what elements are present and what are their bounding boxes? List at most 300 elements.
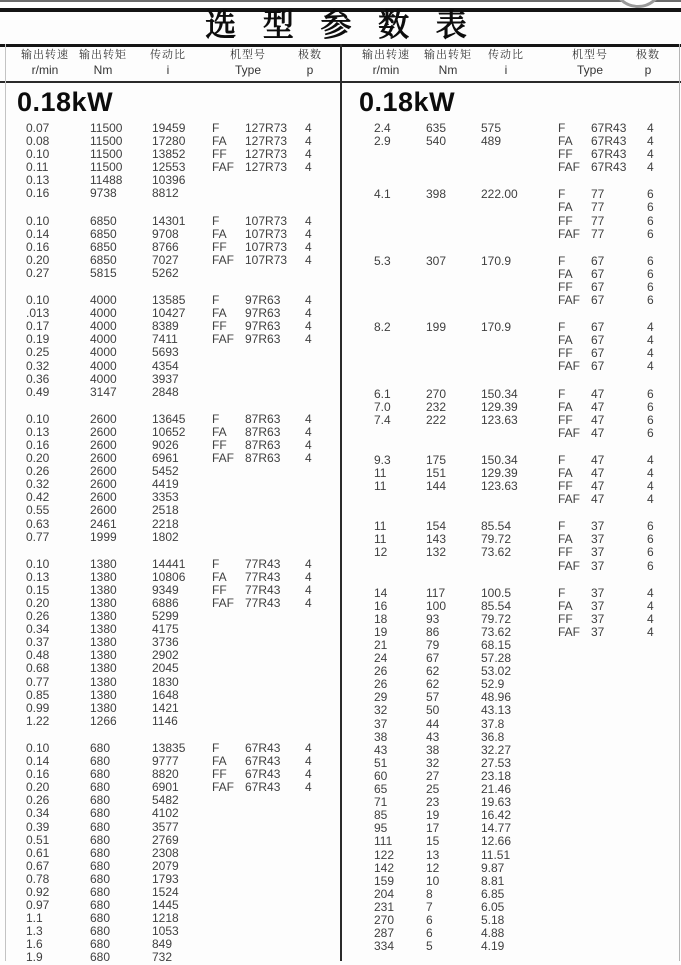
cell-type-model: 87R63 xyxy=(245,451,281,466)
cell-torque xyxy=(426,228,481,241)
cell-ratio: 1146 xyxy=(152,713,178,728)
cell-speed: 60 xyxy=(374,768,388,783)
cell-ratio: 2079 xyxy=(152,858,179,873)
cell-poles xyxy=(305,386,329,399)
cell-type-model xyxy=(591,796,647,809)
cell-type-model: 77R43 xyxy=(245,569,281,584)
column-header-right-0 xyxy=(362,48,410,78)
cell-poles xyxy=(305,346,329,359)
cell-type-model xyxy=(245,860,305,873)
cell-type-prefix: FAF xyxy=(212,780,235,795)
cell-torque: 2461 xyxy=(90,516,117,531)
cell-ratio xyxy=(481,360,558,373)
cell-poles xyxy=(647,652,671,665)
cell-torque: 222 xyxy=(426,412,447,427)
table-row xyxy=(342,796,680,809)
cell-speed: 43 xyxy=(374,742,388,757)
cell-type-prefix: FA xyxy=(212,226,227,241)
cell-ratio: 5.18 xyxy=(481,912,505,927)
cell-type-prefix xyxy=(212,821,245,834)
cell-poles: 4 xyxy=(305,451,312,466)
cell-type-model: 107R73 xyxy=(245,239,288,254)
cell-type-model: 37 xyxy=(591,532,605,547)
cell-type-model: 67 xyxy=(591,333,605,348)
table-row xyxy=(0,413,339,426)
column-header-label: 输出转矩 xyxy=(79,49,127,61)
cell-ratio: 1218 xyxy=(152,911,179,926)
cell-speed: 122 xyxy=(374,847,395,862)
cell-poles xyxy=(305,174,329,187)
cell-torque: 4000 xyxy=(90,371,117,386)
cell-type-model: 127R73 xyxy=(245,147,288,162)
cell-type-model xyxy=(245,925,305,938)
cell-torque: 1380 xyxy=(90,661,117,676)
cell-type-prefix: F xyxy=(212,411,220,426)
cell-speed: 19 xyxy=(374,624,388,639)
cell-ratio: 3937 xyxy=(152,371,179,386)
cell-speed: 1.1 xyxy=(26,911,43,926)
cell-ratio: 5482 xyxy=(152,793,179,808)
table-row xyxy=(0,715,339,728)
table-row xyxy=(342,809,680,822)
cell-speed: 0.10 xyxy=(26,213,50,228)
cell-torque: 680 xyxy=(90,819,111,834)
cell-ratio: 2218 xyxy=(152,516,179,531)
cell-type-prefix xyxy=(558,875,591,888)
cell-ratio: 8812 xyxy=(152,186,179,201)
cell-speed: 0.14 xyxy=(26,754,50,769)
cell-speed xyxy=(374,148,426,161)
cell-ratio xyxy=(481,347,558,360)
cell-speed: 32 xyxy=(374,703,388,718)
table-row xyxy=(342,560,680,573)
cell-type-model: 37 xyxy=(591,598,605,613)
cell-ratio: 79.72 xyxy=(481,611,512,626)
cell-poles: 6 xyxy=(647,412,654,427)
cell-ratio: 2902 xyxy=(152,648,179,663)
cell-poles xyxy=(647,731,671,744)
cell-ratio: 1445 xyxy=(152,898,179,913)
cell-type-prefix xyxy=(558,731,591,744)
cell-type-prefix xyxy=(212,938,245,951)
cell-type-model xyxy=(245,518,305,531)
cell-speed: 26 xyxy=(374,677,388,692)
cell-torque: 4000 xyxy=(90,319,117,334)
cell-type-model xyxy=(591,809,647,822)
column-header-unit: Nm xyxy=(438,63,458,77)
cell-speed: 1.3 xyxy=(26,924,43,939)
table-row xyxy=(342,201,680,214)
table-row xyxy=(342,546,680,559)
cell-type-prefix xyxy=(558,888,591,901)
cell-poles xyxy=(647,796,671,809)
cell-type-prefix xyxy=(558,639,591,652)
cell-poles: 4 xyxy=(305,780,312,795)
table-row xyxy=(0,558,339,571)
table-row xyxy=(0,518,339,531)
cell-speed xyxy=(374,294,426,307)
cell-type-prefix xyxy=(558,678,591,691)
table-row xyxy=(342,665,680,678)
cell-speed: 0.20 xyxy=(26,252,50,267)
cell-speed xyxy=(374,334,426,347)
table-row xyxy=(342,427,680,440)
cell-type-model xyxy=(591,639,647,652)
cell-poles xyxy=(305,715,329,728)
table-row xyxy=(0,676,339,689)
cell-ratio: 19.63 xyxy=(481,795,512,810)
cell-type-prefix xyxy=(212,676,245,689)
cell-speed: 231 xyxy=(374,899,395,914)
cell-type-prefix xyxy=(212,860,245,873)
cell-ratio: 123.63 xyxy=(481,412,518,427)
cell-poles xyxy=(647,665,671,678)
cell-ratio: 1648 xyxy=(152,687,179,702)
cell-speed: 0.20 xyxy=(26,451,50,466)
table-row xyxy=(342,822,680,835)
cell-speed: 4.1 xyxy=(374,187,391,202)
cell-speed: 11 xyxy=(374,479,387,494)
cell-speed: 0.10 xyxy=(26,411,50,426)
cell-type-prefix: FAF xyxy=(558,160,581,175)
cell-poles xyxy=(305,860,329,873)
cell-poles: 6 xyxy=(647,532,654,547)
cell-type-prefix: FAF xyxy=(212,451,235,466)
cell-type-prefix: FA xyxy=(212,754,227,769)
cell-poles xyxy=(647,639,671,652)
cell-type-prefix xyxy=(212,662,245,675)
cell-speed: 0.26 xyxy=(26,464,50,479)
column-header-right-2 xyxy=(488,48,524,78)
cell-type-model: 87R63 xyxy=(245,437,281,452)
cell-poles: 4 xyxy=(647,585,654,600)
cell-type-prefix xyxy=(212,649,245,662)
cell-type-model: 67R43 xyxy=(245,767,281,782)
cell-type-model: 67R43 xyxy=(591,134,627,149)
column-header-unit: p xyxy=(644,63,652,77)
cell-type-model: 67R43 xyxy=(591,121,627,135)
cell-speed: 0.36 xyxy=(26,371,50,386)
cell-poles: 6 xyxy=(647,399,654,414)
cell-poles xyxy=(305,702,329,715)
cell-type-prefix xyxy=(212,187,245,200)
cell-torque: 5 xyxy=(426,939,433,954)
cell-type-model: 47 xyxy=(591,425,605,440)
cell-speed: 0.16 xyxy=(26,186,50,201)
cell-torque: 132 xyxy=(426,545,447,560)
cell-speed: 38 xyxy=(374,729,388,744)
cell-type-prefix: F xyxy=(558,519,566,534)
cell-poles: 4 xyxy=(647,598,654,613)
cell-type-prefix xyxy=(212,886,245,899)
cell-type-model: 47 xyxy=(591,479,605,494)
cell-ratio: 2045 xyxy=(152,661,179,676)
cell-speed: 287 xyxy=(374,926,395,941)
cell-type-prefix: FA xyxy=(558,465,573,480)
cell-type-prefix: FA xyxy=(558,333,573,348)
cell-torque: 6850 xyxy=(90,239,117,254)
cell-ratio: 222.00 xyxy=(481,187,518,202)
cell-ratio: 10652 xyxy=(152,424,186,439)
cell-torque: 307 xyxy=(426,253,447,268)
cell-poles xyxy=(305,834,329,847)
column-header-label: 极数 xyxy=(636,49,660,61)
cell-type-model xyxy=(245,899,305,912)
cell-torque: 398 xyxy=(426,187,447,202)
table-row xyxy=(342,161,680,174)
cell-ratio: 2308 xyxy=(152,845,179,860)
data-block-right-4 xyxy=(342,388,680,440)
data-block-left-0 xyxy=(0,122,339,201)
cell-type-prefix xyxy=(212,360,245,373)
cell-speed: 0.27 xyxy=(26,265,50,280)
cell-poles: 4 xyxy=(305,226,312,241)
cell-type-model: 67 xyxy=(591,346,605,361)
cell-poles xyxy=(647,757,671,770)
cell-speed: 6.1 xyxy=(374,386,391,401)
cell-type-prefix xyxy=(212,478,245,491)
cell-poles xyxy=(647,940,671,953)
cell-torque xyxy=(426,493,481,506)
cell-speed: 0.32 xyxy=(26,358,50,373)
cell-speed: 2.9 xyxy=(374,134,391,149)
cell-speed: 0.68 xyxy=(26,661,50,676)
cell-ratio: 2518 xyxy=(152,503,179,518)
table-row xyxy=(0,215,339,228)
cell-torque: 117 xyxy=(426,585,446,600)
cell-torque: 11500 xyxy=(90,134,123,149)
cell-ratio xyxy=(481,294,558,307)
cell-torque: 680 xyxy=(90,740,111,755)
cell-type-model xyxy=(245,847,305,860)
cell-poles: 6 xyxy=(647,226,654,241)
cell-poles xyxy=(647,927,671,940)
cell-poles: 4 xyxy=(305,306,312,321)
cell-type-model: 37 xyxy=(591,624,605,639)
cell-ratio xyxy=(481,334,558,347)
cell-type-prefix: FAF xyxy=(212,596,235,610)
cell-torque xyxy=(426,294,481,307)
cell-type-model xyxy=(591,731,647,744)
cell-ratio: 37.8 xyxy=(481,716,505,731)
table-row xyxy=(342,718,680,731)
cell-poles xyxy=(647,678,671,691)
cell-torque: 680 xyxy=(90,767,111,782)
cell-type-model: 37 xyxy=(591,611,605,626)
column-header-left-1 xyxy=(79,48,127,78)
cell-ratio: 8820 xyxy=(152,767,179,782)
cell-type-prefix: FF xyxy=(558,479,573,494)
column-header-label: 输出转速 xyxy=(21,49,69,61)
cell-type-model: 67R43 xyxy=(591,147,627,162)
cell-type-prefix xyxy=(558,757,591,770)
cell-type-prefix xyxy=(558,691,591,704)
cell-type-prefix: FAF xyxy=(558,425,581,440)
table-row xyxy=(342,678,680,691)
cell-torque xyxy=(426,427,481,440)
cell-ratio: 5693 xyxy=(152,345,179,360)
cell-torque: 1380 xyxy=(90,687,117,702)
table-row xyxy=(342,704,680,717)
cell-type-prefix xyxy=(558,849,591,862)
cell-ratio: 8389 xyxy=(152,319,179,334)
cell-type-prefix xyxy=(212,610,245,623)
cell-poles xyxy=(305,491,329,504)
cell-type-model xyxy=(591,822,647,835)
cell-torque: 680 xyxy=(90,780,111,795)
cell-poles: 4 xyxy=(305,556,312,571)
cell-ratio: 170.9 xyxy=(481,320,512,335)
table-row xyxy=(342,347,680,360)
cell-torque: 199 xyxy=(426,320,447,335)
cell-torque: 50 xyxy=(426,703,440,718)
cell-torque: 6850 xyxy=(90,213,117,228)
table-row xyxy=(0,373,339,386)
cell-torque: 151 xyxy=(426,465,447,480)
cell-poles xyxy=(305,807,329,820)
cell-poles: 4 xyxy=(305,134,312,149)
table-row xyxy=(342,122,680,135)
cell-torque: 540 xyxy=(426,134,447,149)
table-row xyxy=(342,835,680,848)
cell-speed: 71 xyxy=(374,795,388,810)
table-row xyxy=(342,652,680,665)
cell-speed: 142 xyxy=(374,860,395,875)
data-block-right-2 xyxy=(342,255,680,307)
cell-type-model xyxy=(245,951,305,964)
column-header-unit: i xyxy=(166,63,170,77)
cell-poles: 4 xyxy=(305,596,312,610)
table-left-half xyxy=(0,84,339,965)
cell-torque: 12 xyxy=(426,860,440,875)
cell-type-model: 87R63 xyxy=(245,424,281,439)
cell-speed: 0.61 xyxy=(26,845,50,860)
cell-torque: 4000 xyxy=(90,358,117,373)
cell-type-prefix: F xyxy=(558,320,566,335)
cell-type-model: 67R43 xyxy=(245,780,281,795)
column-header-unit: p xyxy=(306,63,314,77)
cell-poles xyxy=(647,875,671,888)
cell-ratio: 100.5 xyxy=(481,585,512,600)
cell-type-prefix: F xyxy=(558,187,566,202)
cell-poles xyxy=(305,478,329,491)
cell-type-model xyxy=(245,649,305,662)
column-header-label: 输出转矩 xyxy=(424,49,472,61)
cell-torque: 5815 xyxy=(90,265,117,280)
cell-torque: 32 xyxy=(426,755,440,770)
cell-ratio: 9349 xyxy=(152,582,179,597)
table-row xyxy=(0,951,339,964)
cell-speed: 18 xyxy=(374,611,388,626)
cell-poles xyxy=(647,888,671,901)
cell-type-prefix: FAF xyxy=(558,359,581,374)
table-row xyxy=(342,849,680,862)
cell-ratio: 10427 xyxy=(152,306,186,321)
cell-type-prefix: FF xyxy=(558,279,573,294)
cell-type-prefix xyxy=(558,744,591,757)
cell-torque xyxy=(426,148,481,161)
cell-type-prefix: FF xyxy=(212,582,227,597)
cell-torque: 1266 xyxy=(90,713,117,728)
cell-torque: 270 xyxy=(426,386,447,401)
cell-poles xyxy=(305,662,329,675)
cell-torque: 1380 xyxy=(90,700,117,715)
cell-poles: 6 xyxy=(647,386,654,401)
cell-type-model xyxy=(591,718,647,731)
left-data-table xyxy=(0,122,339,965)
cell-ratio: 4354 xyxy=(152,358,179,373)
cell-speed: 11 xyxy=(374,519,387,534)
cell-poles xyxy=(305,794,329,807)
table-row xyxy=(342,600,680,613)
cell-poles: 4 xyxy=(305,147,312,162)
cell-poles xyxy=(647,704,671,717)
column-header-label: 机型号 xyxy=(230,49,266,61)
cell-torque: 79 xyxy=(426,638,440,652)
cell-type-model xyxy=(245,807,305,820)
cell-ratio: 53.02 xyxy=(481,664,512,679)
cell-type-model xyxy=(245,886,305,899)
table-row xyxy=(342,888,680,901)
cell-speed: 1.6 xyxy=(26,937,43,952)
cell-type-model: 67 xyxy=(591,279,605,294)
cell-poles: 4 xyxy=(647,134,654,149)
cell-torque: 680 xyxy=(90,754,111,769)
cell-torque: 680 xyxy=(90,793,111,808)
table-row xyxy=(342,691,680,704)
cell-torque: 680 xyxy=(90,858,111,873)
cell-speed: 21 xyxy=(374,638,388,652)
table-row xyxy=(342,731,680,744)
cell-torque: 86 xyxy=(426,624,440,639)
cell-type-prefix xyxy=(558,718,591,731)
column-header-unit: Type xyxy=(234,63,261,77)
data-block-right-5 xyxy=(342,454,680,506)
cell-ratio xyxy=(481,427,558,440)
cell-speed: 0.32 xyxy=(26,477,50,492)
cell-type-model xyxy=(245,834,305,847)
cell-type-prefix: FA xyxy=(558,532,573,547)
data-block-right-6 xyxy=(342,520,680,572)
cell-torque: 9738 xyxy=(90,186,117,201)
cell-poles xyxy=(305,899,329,912)
cell-speed: 95 xyxy=(374,821,388,836)
cell-type-model: 77R43 xyxy=(245,596,281,610)
cell-ratio: 14441 xyxy=(152,556,186,571)
cell-torque: 11500 xyxy=(90,121,123,135)
table-row xyxy=(0,702,339,715)
cell-type-prefix: FF xyxy=(212,319,227,334)
table-row xyxy=(342,757,680,770)
cell-type-prefix xyxy=(212,623,245,636)
cell-type-model xyxy=(591,678,647,691)
cell-type-prefix: FAF xyxy=(212,160,235,175)
table-row xyxy=(342,135,680,148)
cell-torque xyxy=(426,334,481,347)
cell-torque: 1380 xyxy=(90,609,117,624)
cell-torque xyxy=(426,268,481,281)
cell-type-model: 97R63 xyxy=(245,332,281,347)
cell-poles xyxy=(305,636,329,649)
cell-speed: 204 xyxy=(374,886,395,901)
cell-speed: 1.9 xyxy=(26,950,43,965)
cell-speed: 0.42 xyxy=(26,490,50,505)
cell-torque: 680 xyxy=(90,845,111,860)
cell-type-prefix xyxy=(558,835,591,848)
table-row xyxy=(0,807,339,820)
table-row xyxy=(0,504,339,517)
cell-type-prefix: FF xyxy=(558,611,573,626)
